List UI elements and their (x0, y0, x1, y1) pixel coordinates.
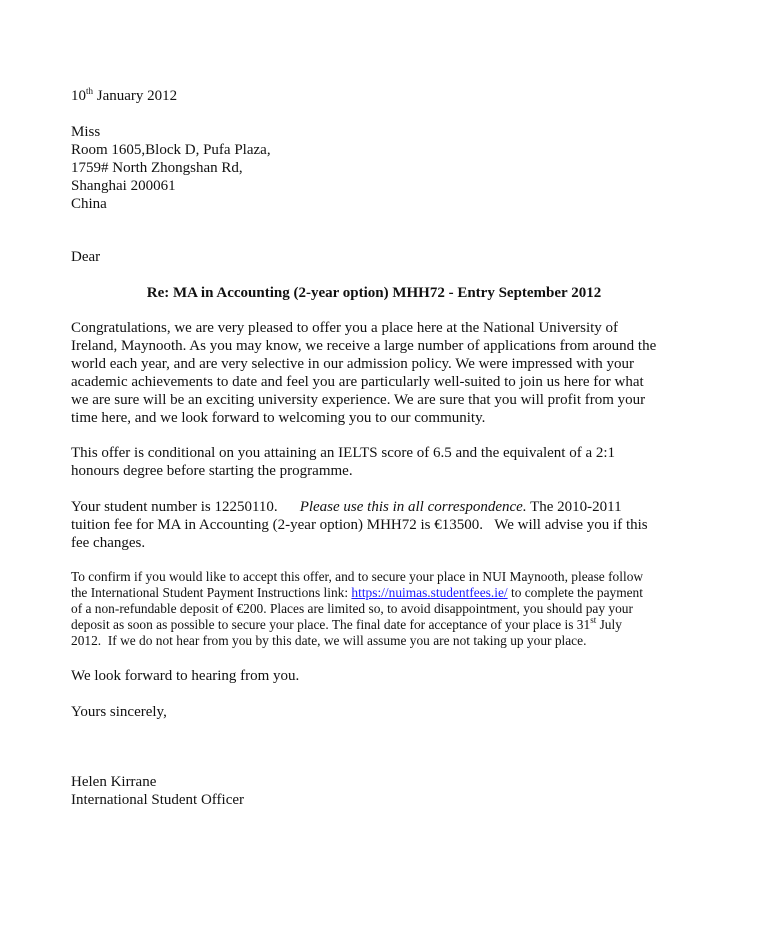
para1-line: Congratulations, we are very pleased to offer you a place here at the National University of (71, 320, 619, 336)
letter-subject: Re: MA in Accounting (2-year option) MHH72 - Entry September 2012 (146, 285, 602, 301)
address-line-2: 1759# North Zhongshan Rd, (71, 160, 243, 176)
para1-line: Ireland, Maynooth. As you may know, we receive a large number of applications from around the (71, 338, 657, 354)
date-suffix: st (590, 615, 597, 625)
para4-line-4-start: deposit as soon as possible to secure your place. The final date for acceptance of your place is 31 (71, 617, 591, 632)
recipient-name: Miss (71, 124, 101, 140)
para3-line-1 (71, 498, 622, 516)
date-rest: January 2012 (93, 88, 178, 104)
signatory-title: International Student Officer (71, 792, 244, 808)
address-line-1: Room 1605,Block D, Pufa Plaza, (71, 142, 271, 158)
para4-line-2-end: to complete the payment (507, 585, 643, 600)
para2-line: This offer is conditional on you attaining an IELTS score of 6.5 and the equivalent of a 2:1 (71, 445, 616, 461)
para4-line-3: of a non-refundable deposit of €200. Places are limited so, to avoid disappointment, you should pay your (71, 601, 633, 616)
para3-line-2: tuition fee for MA in Accounting (2-year option) MHH72 is €13500. We will advise you if this (71, 517, 648, 533)
para4-line-5: 2012. If we do not hear from you by this date, we will assume you are not taking up your place. (71, 633, 587, 648)
date-suffix: th (86, 86, 94, 96)
para4-line-4 (71, 617, 622, 633)
address-line-3: Shanghai 200061 (71, 178, 176, 194)
para3-line-3: fee changes. (71, 535, 146, 551)
para1-line: world each year, and are very selective in our admission policy. We were impressed with your (71, 356, 635, 372)
para1-line: academic achievements to date and feel you are particularly well-suited to join us here for what (71, 374, 644, 390)
salutation: Dear (71, 249, 101, 265)
para1-line: we are sure will be an exciting university experience. We are sure that you will profit from your (71, 392, 646, 408)
date-day: 10 (71, 88, 86, 104)
para4-line-4-end: July (596, 617, 622, 632)
address-country: China (71, 196, 107, 212)
signatory-name: Helen Kirrane (71, 774, 157, 790)
student-number-text: Your student number is 12250110. (71, 499, 278, 515)
correspondence-note: Please use this in all correspondence. (299, 499, 527, 515)
closing-line: We look forward to hearing from you. (71, 668, 300, 684)
para4-line-1: To confirm if you would like to accept this offer, and to secure your place in NUI Maynooth, please follow (71, 569, 644, 584)
para3-line-1-end: The 2010-2011 (526, 499, 622, 515)
payment-link[interactable]: https://nuimas.studentfees.ie/ (351, 585, 508, 600)
para4-line-2 (71, 585, 643, 601)
para1-line: time here, and we look forward to welcoming you to our community. (71, 410, 486, 426)
sign-off: Yours sincerely, (71, 704, 167, 720)
letter-date (71, 87, 177, 105)
para4-line-2-start: the International Student Payment Instructions link: (71, 585, 352, 600)
para2-line: honours degree before starting the programme. (71, 463, 353, 479)
